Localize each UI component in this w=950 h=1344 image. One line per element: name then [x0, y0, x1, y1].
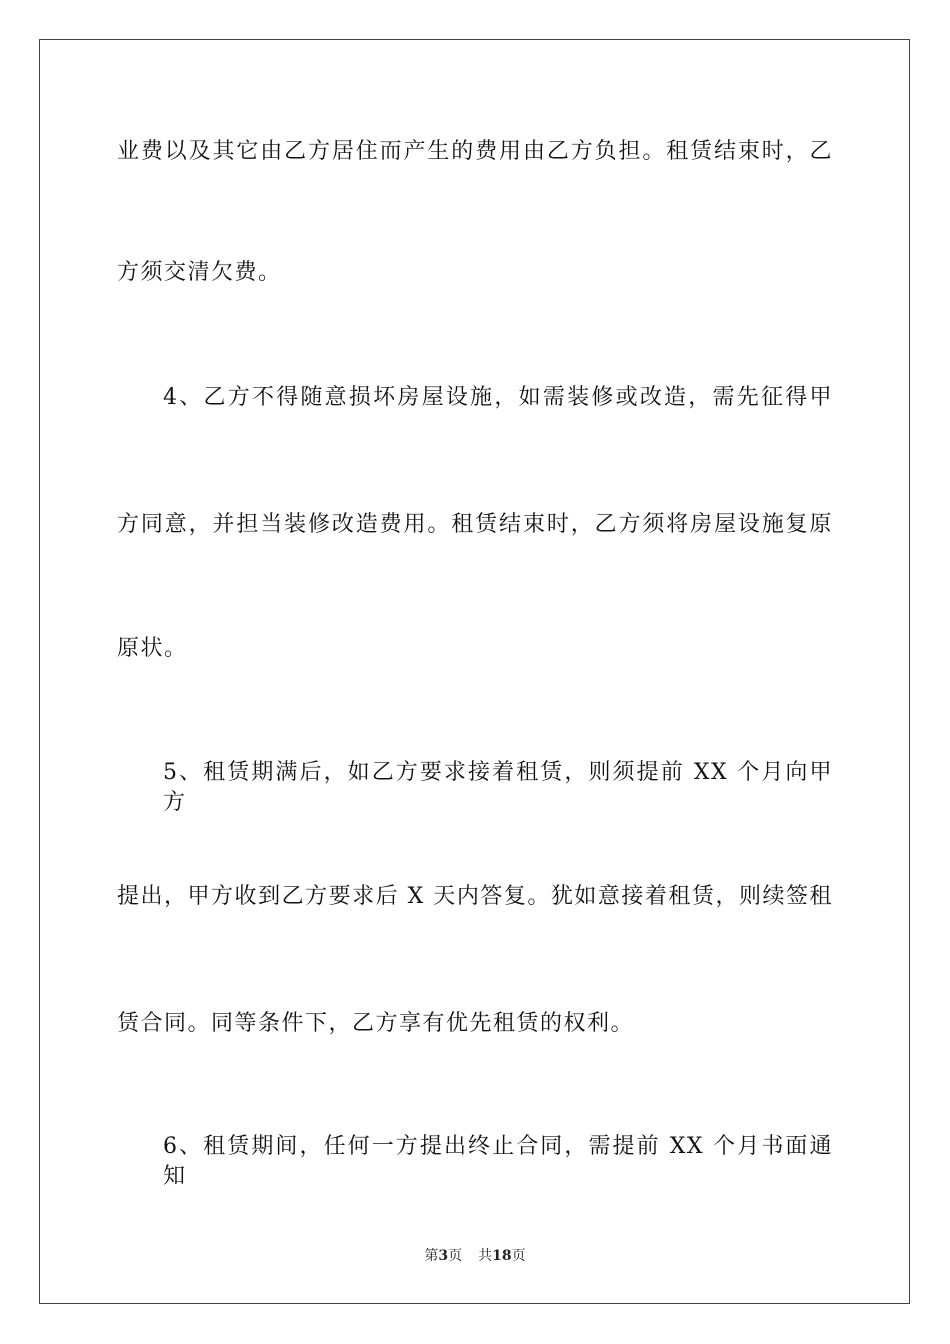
page-prefix: 第 [424, 1248, 439, 1264]
paragraph-start-line: 5、租赁期满后，如乙方要求接着租赁，则须提前 XX 个月向甲方 [163, 760, 833, 815]
text-line: 原状。 [117, 636, 188, 661]
page-footer [0, 1247, 950, 1265]
text-line: 方同意，并担当装修改造费用。租赁结束时，乙方须将房屋设施复原 [117, 512, 833, 537]
page-border [39, 39, 910, 1304]
paragraph-start-line: 4、乙方不得随意损坏房屋设施，如需装修或改造，需先征得甲 [163, 385, 833, 410]
total-prefix: 共 [478, 1248, 493, 1264]
page-suffix: 页 [448, 1248, 463, 1264]
paragraph-start-line: 6、租赁期间，任何一方提出终止合同，需提前 XX 个月书面通知 [163, 1134, 833, 1189]
text-line: 方须交清欠费。 [117, 260, 282, 285]
total-suffix: 页 [511, 1248, 526, 1264]
text-line: 提出，甲方收到乙方要求后 X 天内答复。犹如意接着租赁，则续签租 [117, 884, 833, 909]
text-line: 业费以及其它由乙方居住而产生的费用由乙方负担。租赁结束时，乙 [117, 139, 833, 164]
page-number: 3 [438, 1248, 449, 1264]
text-line: 赁合同。同等条件下，乙方享有优先租赁的权利。 [117, 1011, 635, 1036]
total-pages: 18 [492, 1248, 512, 1264]
